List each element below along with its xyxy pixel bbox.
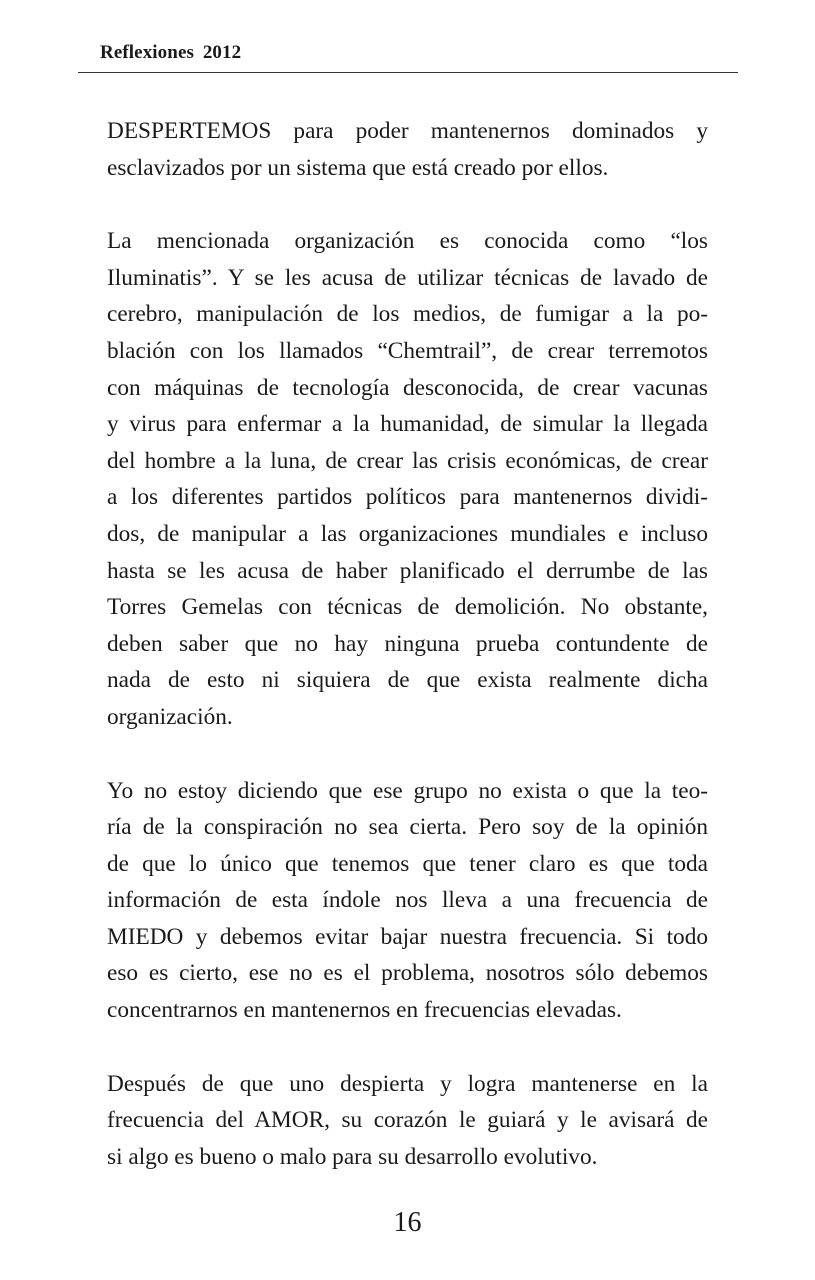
text-line: esclavizados por un sistema que está creado por ellos. [107, 154, 609, 181]
paragraph-1 [107, 113, 708, 186]
text-line: blación con los llamados “Chemtrail”, de crear terremotos [107, 337, 708, 364]
text-line: información de esta índole nos lleva a una frecuencia de [107, 887, 708, 914]
text-line: Iluminatis”. Y se les acusa de utilizar técnicas de lavado de [107, 264, 708, 291]
text-line: de que lo único que tenemos que tener claro es que toda [107, 850, 708, 877]
text-line: del hombre a la luna, de crear las crisis económicas, de crear [107, 447, 708, 474]
text-line: deben saber que no hay ninguna prueba contundente de [107, 630, 708, 657]
text-line: DESPERTEMOS para poder mantenernos dominados y [107, 118, 708, 144]
text-line: ría de la conspiración no sea cierta. Pero soy de la opinión [107, 814, 708, 841]
text-line: eso es cierto, ese no es el problema, nosotros sólo debemos [107, 960, 708, 987]
text-line: hasta se les acusa de haber planificado el derrumbe de las [107, 557, 708, 584]
text-line: Después de que uno despierta y logra mantenerse en la [107, 1070, 708, 1097]
text-line: MIEDO y debemos evitar bajar nuestra frecuencia. Si todo [107, 923, 708, 950]
paragraph-4 [107, 1066, 708, 1176]
text-line: La mencionada organización es conocida como “los [107, 228, 708, 255]
text-line: frecuencia del AMOR, su corazón le guiará y le avisará de [107, 1107, 708, 1134]
text-line: cerebro, manipulación de los medios, de fumigar a la po- [107, 301, 708, 328]
text-line: con máquinas de tecnología desconocida, de crear vacunas [107, 374, 708, 401]
text-line: y virus para enfermar a la humanidad, de simular la llegada [107, 411, 708, 438]
page-number: 16 [393, 1207, 422, 1238]
text-line: organización. [107, 703, 233, 730]
text-line: concentrarnos en mantenernos en frecuencias elevadas. [107, 997, 622, 1024]
text-line: Yo no estoy diciendo que ese grupo no exista o que la teo- [107, 777, 708, 804]
running-header [78, 38, 738, 73]
paragraph-2 [107, 223, 708, 735]
paragraph-3 [107, 773, 708, 1029]
text-line: Torres Gemelas con técnicas de demolición. No obstante, [107, 594, 708, 621]
text-line: a los diferentes partidos políticos para mantenernos dividi- [107, 484, 708, 511]
text-line: si algo es bueno o malo para su desarrollo evolutivo. [107, 1143, 598, 1170]
text-line: dos, de manipular a las organizaciones mundiales e incluso [107, 520, 708, 547]
body-text [107, 113, 708, 1212]
text-line: nada de esto ni siquiera de que exista realmente dicha [107, 667, 708, 694]
header-title: Reflexiones 2012 [100, 42, 242, 63]
